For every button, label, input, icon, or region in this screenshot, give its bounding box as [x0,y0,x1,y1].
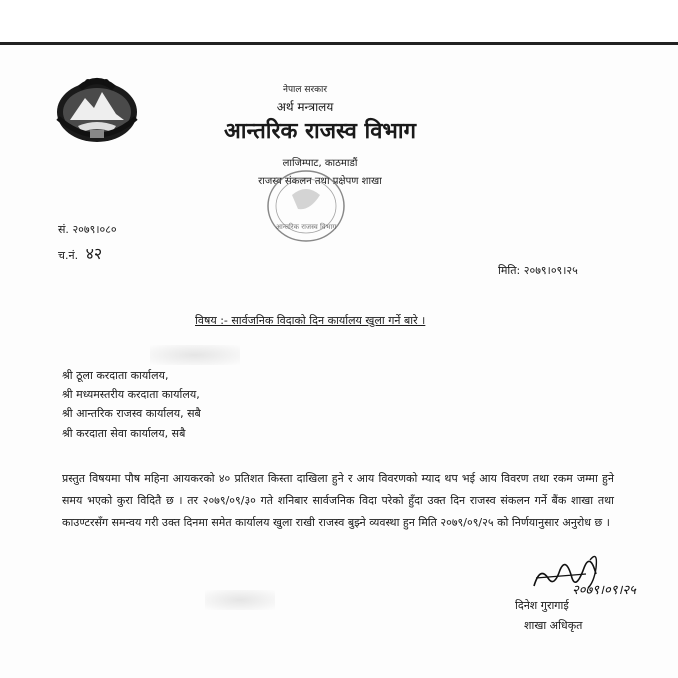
reference-value: २०७९।०८० [72,223,117,236]
letter-date [498,263,578,278]
office-seal-stamp [262,165,350,247]
department-title: आन्तरिक राजस्व विभाग [223,118,416,144]
government-label: नेपाल सरकार [282,85,328,95]
seal-text: आन्तरिक राजस्व विभाग [275,223,337,231]
letter-subject: विषय :- सार्वजनिक विदाको दिन कार्यालय खुला गर्ने बारे । [195,314,426,327]
recipient-line: श्री करदाता सेवा कार्यालय, सबै [62,427,186,440]
recipient-line: श्री ठूला करदाता कार्यालय, [62,369,169,382]
smudge [150,345,240,365]
date-value: २०७९।०९।२५ [523,264,578,277]
reference-number [58,222,117,237]
government-emblem-icon [50,70,145,148]
handwritten-date: २०७९।०९।२५ [572,583,636,598]
letter-body: प्रस्तुत विषयमा पौष महिना आयकरको ४० प्रतिशत किस्ता दाखिला हुने र आय विवरणको म्याद थप भई आय विवरण तथा रकम जम्मा हुने समय भएको कुरा विदितै छ । तर २०७९/०९/३० गते शनिबार सार्वजनिक विदा परेको हुँदा उक्त दिन राजस्व संकलन गर्ने बैंक शाखा तथा काउण्टरसँग समन्वय गरी उक्त दिनमा समेत कार्यालय खुला राखी राजस्व बुझ्ने व्यवस्था हुन मिति २०७९/०९/२५ को निर्णयानुसार अनुरोध छ । [62,472,614,529]
recipient-line: श्री मध्यमस्तरीय करदाता कार्यालय, [62,388,200,401]
date-label: मिति: [498,264,521,277]
ministry-label: अर्थ मन्त्रालय [276,100,334,114]
office-address: लाजिम्पाट, काठमाडौं [282,158,358,169]
dispatch-value: ४२ [85,244,103,263]
dispatch-number [58,242,102,264]
smudge [205,590,275,610]
dispatch-label: च.नं. [58,249,79,262]
signatory-name: दिनेश गुरागाई [515,599,569,612]
signatory-title: शाखा अधिकृत [524,619,583,632]
branch-name: राजस्व संकलन तथा प्रक्षेपण शाखा [258,176,382,187]
reference-label: सं. [58,223,69,236]
handwritten-signature [526,548,656,600]
recipient-line: श्री आन्तरिक राजस्व कार्यालय, सबै [62,407,201,420]
